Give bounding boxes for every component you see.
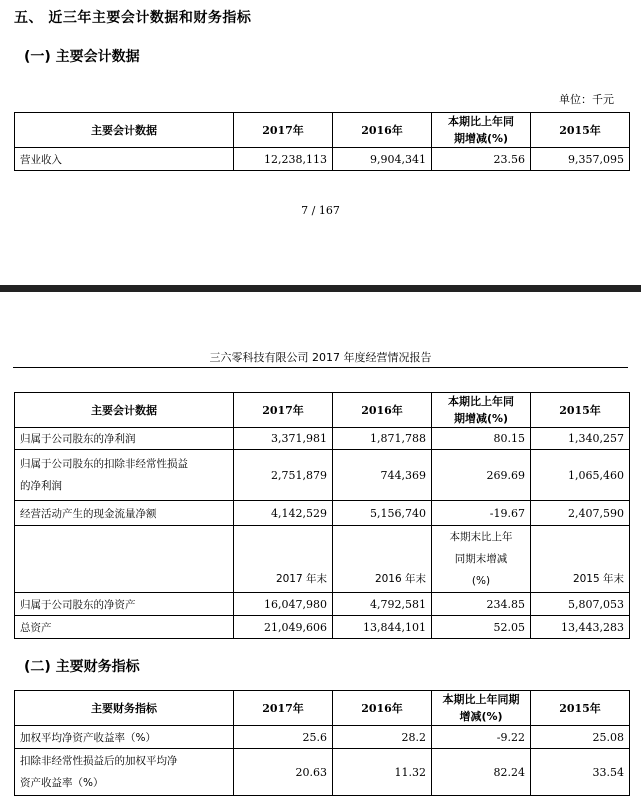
header-change-line2: 期增减(%)	[453, 412, 509, 425]
cell-2017: 25.6	[234, 726, 333, 749]
accounting-data-table-page1	[14, 112, 630, 171]
header-rule	[13, 367, 628, 368]
page-number: 7 / 167	[301, 204, 340, 217]
cell-change: 80.15	[432, 428, 531, 450]
cell-2015: 2,407,590	[531, 501, 630, 526]
header-2017: 2017年	[234, 113, 333, 148]
table-header-row	[15, 691, 630, 726]
page-divider	[0, 285, 641, 292]
header-change	[432, 691, 531, 726]
header-2017: 2017年	[234, 393, 333, 428]
row-label	[15, 749, 234, 796]
row-label: 归属于公司股东的净资产	[15, 593, 234, 616]
cell-2015: 1,340,257	[531, 428, 630, 450]
subheader-2016: 2016 年末	[333, 526, 432, 593]
header-2016: 2016年	[333, 691, 432, 726]
subheader-empty-cell	[15, 526, 234, 593]
header-2015: 2015年	[531, 113, 630, 148]
header-change-line2: 增减(%)	[459, 710, 503, 723]
cell-2015: 5,807,053	[531, 593, 630, 616]
row-label: 归属于公司股东的净利润	[15, 428, 234, 450]
header-change-line1: 本期比上年同	[448, 115, 514, 128]
cell-change: 82.24	[432, 749, 531, 796]
header-2017: 2017年	[234, 691, 333, 726]
row-label: 营业收入	[15, 148, 234, 171]
table-row	[15, 749, 630, 796]
header-2015: 2015年	[531, 393, 630, 428]
header-2016: 2016年	[333, 393, 432, 428]
row-label: 总资产	[15, 616, 234, 639]
subheader-2017: 2017 年末	[234, 526, 333, 593]
header-item: 主要会计数据	[15, 113, 234, 148]
row-label: 加权平均净资产收益率（%）	[15, 726, 234, 749]
table-row	[15, 616, 630, 639]
row-label: 经营活动产生的现金流量净额	[15, 501, 234, 526]
table-row	[15, 428, 630, 450]
cell-2016: 28.2	[333, 726, 432, 749]
subheader-change-line2: 同期末增减	[454, 553, 508, 565]
cell-2016: 744,369	[333, 450, 432, 501]
cell-2016: 1,871,788	[333, 428, 432, 450]
cell-2015: 1,065,460	[531, 450, 630, 501]
financial-indicators-table	[14, 690, 630, 796]
header-item: 主要会计数据	[15, 393, 234, 428]
subheader-2015: 2015 年末	[531, 526, 630, 593]
cell-2016: 11.32	[333, 749, 432, 796]
sub-heading-financial-indicators: (二) 主要财务指标	[24, 659, 140, 675]
section-title: 五、 近三年主要会计数据和财务指标	[14, 10, 252, 26]
cell-2016: 9,904,341	[333, 148, 432, 171]
table-header-row	[15, 113, 630, 148]
cell-change: -19.67	[432, 501, 531, 526]
cell-2015: 13,443,283	[531, 616, 630, 639]
table-row	[15, 593, 630, 616]
cell-2015: 33.54	[531, 749, 630, 796]
header-item: 主要财务指标	[15, 691, 234, 726]
header-change	[432, 113, 531, 148]
header-change-line1: 本期比上年同	[448, 395, 514, 408]
cell-2016: 13,844,101	[333, 616, 432, 639]
table-row	[15, 450, 630, 501]
unit-label: 单位：千元	[559, 93, 614, 106]
row-label-line1: 归属于公司股东的扣除非经常性损益	[20, 458, 188, 470]
subheader-change-line3: (%)	[471, 575, 491, 587]
cell-2017: 2,751,879	[234, 450, 333, 501]
row-label-line2: 资产收益率（%）	[20, 777, 104, 789]
cell-change: 23.56	[432, 148, 531, 171]
accounting-data-table-page2	[14, 392, 630, 639]
table-row	[15, 148, 630, 171]
table-header-row	[15, 393, 630, 428]
cell-2016: 5,156,740	[333, 501, 432, 526]
cell-2017: 16,047,980	[234, 593, 333, 616]
header-change-line2: 期增减(%)	[453, 132, 509, 145]
cell-change: 269.69	[432, 450, 531, 501]
table-subheader-row	[15, 526, 630, 593]
header-2015: 2015年	[531, 691, 630, 726]
cell-2017: 20.63	[234, 749, 333, 796]
subheader-change-line1: 本期末比上年	[449, 531, 513, 543]
table-row	[15, 726, 630, 749]
row-label-line2: 的净利润	[20, 480, 62, 492]
header-2016: 2016年	[333, 113, 432, 148]
sub-heading-accounting-data: (一) 主要会计数据	[24, 49, 140, 65]
header-change	[432, 393, 531, 428]
cell-2017: 21,049,606	[234, 616, 333, 639]
header-change-line1: 本期比上年同期	[442, 693, 520, 706]
cell-2016: 4,792,581	[333, 593, 432, 616]
report-header-title: 三六零科技有限公司 2017 年度经营情况报告	[209, 351, 432, 364]
cell-change: 52.05	[432, 616, 531, 639]
cell-2017: 4,142,529	[234, 501, 333, 526]
cell-2015: 25.08	[531, 726, 630, 749]
row-label-line1: 扣除非经常性损益后的加权平均净	[20, 755, 178, 767]
subheader-change	[432, 526, 531, 593]
row-label	[15, 450, 234, 501]
cell-2015: 9,357,095	[531, 148, 630, 171]
cell-change: 234.85	[432, 593, 531, 616]
cell-2017: 12,238,113	[234, 148, 333, 171]
cell-change: -9.22	[432, 726, 531, 749]
table-row	[15, 501, 630, 526]
cell-2017: 3,371,981	[234, 428, 333, 450]
